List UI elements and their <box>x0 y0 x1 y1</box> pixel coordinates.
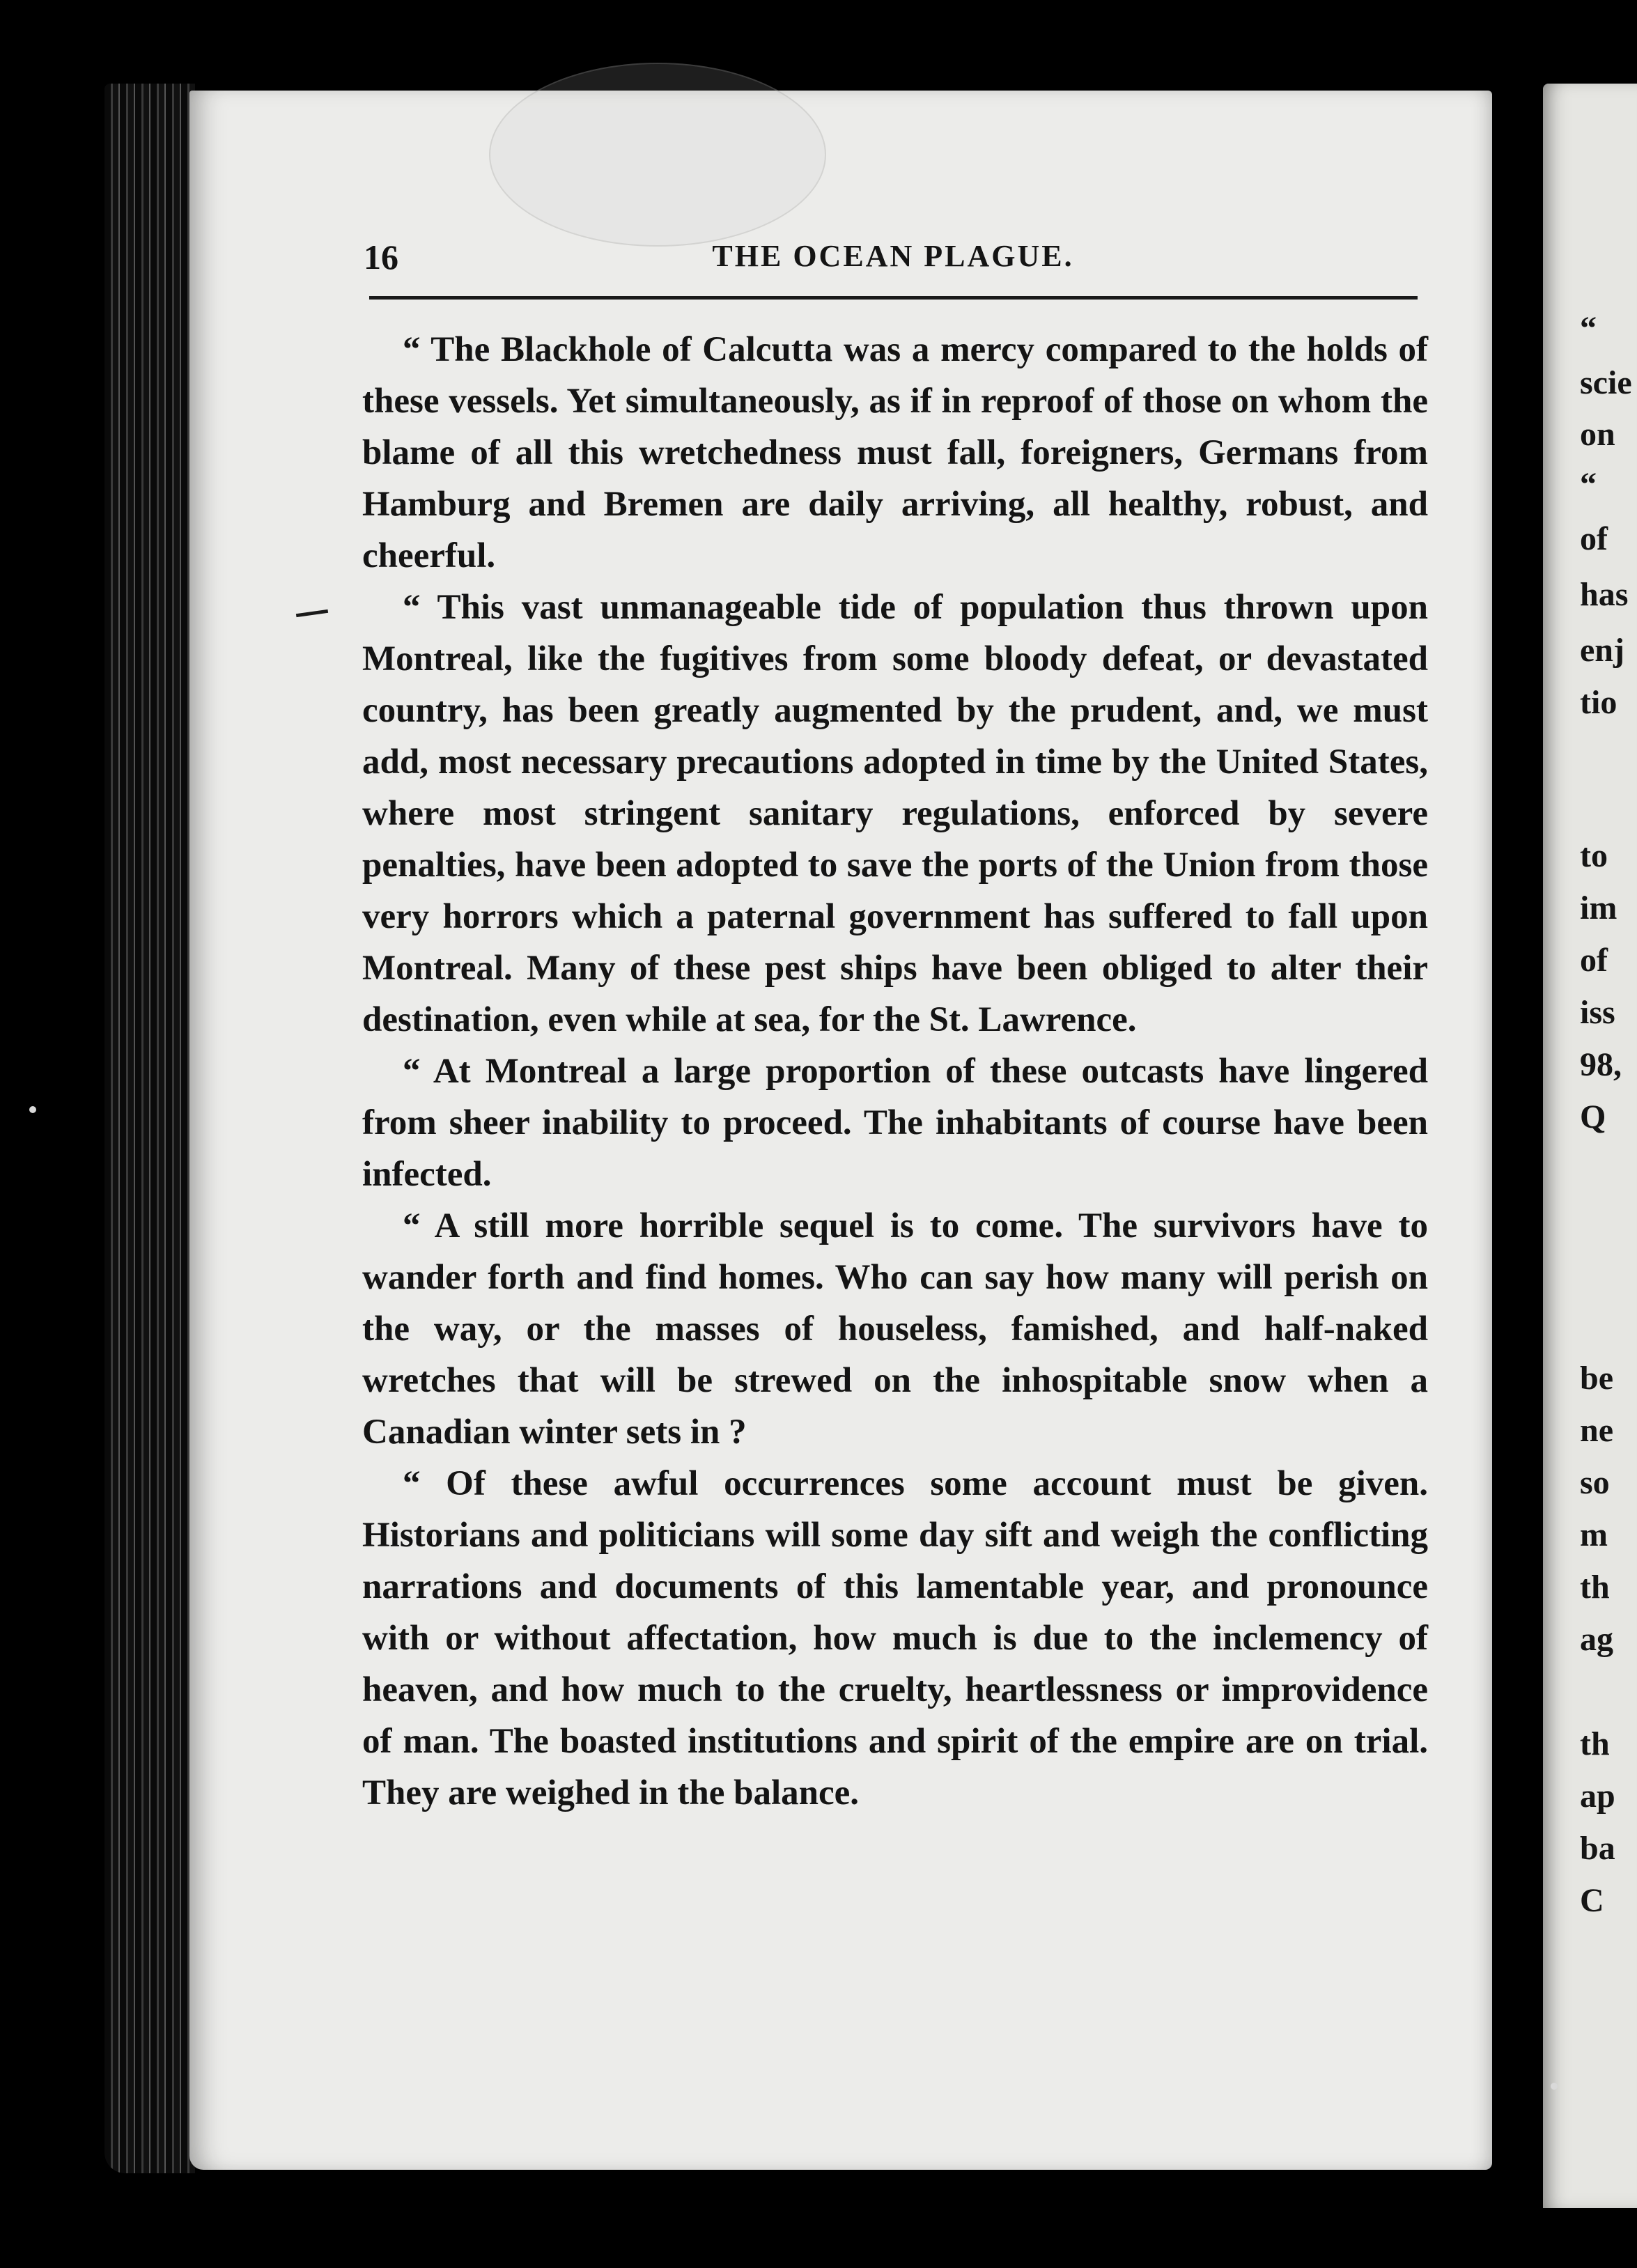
page-number: 16 <box>364 238 398 277</box>
facing-fragment: has <box>1580 576 1629 613</box>
paragraph: “ This vast unmanageable tide of population thus thrown upon Montreal, like the fugitives from some bloody defeat, or devastated country, has been greatly augmented by the prudent, and, we must add, most necessary precautions adopted in time by the United States, where most stringent sanitary regulations, enforced by severe penalties, have been adopted to save the ports of the Union from those very horrors which a paternal government has suffered to fall upon Montreal. Many of these pest ships have been obliged to alter their destination, even while at sea, for the St. Lawrence. <box>362 588 1428 1039</box>
paragraph: “ The Blackhole of Calcutta was a mercy compared to the holds of these vessels. Yet simultaneously, as if in reproof of those on whom the blame of all this wretchedness must fall, foreigners, Germans from Hamburg and Bremen are daily arriving, all healthy, robust, and cheerful. <box>362 330 1428 575</box>
page-stain <box>489 63 826 247</box>
facing-fragment: be <box>1580 1360 1613 1397</box>
facing-fragment: C <box>1580 1882 1604 1919</box>
facing-fragment: ne <box>1580 1412 1613 1449</box>
paragraph: “ Of these awful occurrences some account must be given. Historians and politicians will some day sift and weigh the conflicting narrations and documents of this lamentable year, and pronounce with or without affectation, how much is due to the inclemency of heaven, and how much to the cruelty, heartlessness or improvidence of man. The boasted institutions and spirit of the empire are on trial. They are weighed in the balance. <box>362 1464 1428 1812</box>
facing-fragment: tio <box>1580 684 1617 721</box>
facing-fragment: ag <box>1580 1621 1613 1658</box>
page-edges <box>104 84 195 2173</box>
facing-fragment: th <box>1580 1569 1610 1606</box>
paragraph: “ At Montreal a large proportion of these outcasts have lingered from sheer inability to proceed. The inhabitants of course have been infected. <box>362 1052 1428 1194</box>
page-header <box>364 237 1422 279</box>
facing-fragment: 98, <box>1580 1046 1622 1083</box>
facing-fragment: im <box>1580 890 1617 926</box>
facing-fragment: on <box>1580 416 1615 453</box>
body-text <box>362 324 1428 1819</box>
facing-fragment: to <box>1580 837 1608 874</box>
facing-fragment: ba <box>1580 1830 1615 1867</box>
facing-fragment: ap <box>1580 1778 1615 1815</box>
paragraph: “ A still more horrible sequel is to come. The survivors have to wander forth and find homes. Who can say how many will perish on the way, or the masses of houseless, famished, and half-naked wretches that will be strewed on the inhospitable snow when a Canadian winter sets in ? <box>362 1206 1428 1452</box>
facing-fragment: “ <box>1580 310 1597 347</box>
running-title: THE OCEAN PLAGUE. <box>712 239 1074 273</box>
facing-fragment: scie <box>1580 364 1632 401</box>
facing-fragment: “ <box>1580 466 1597 503</box>
facing-fragment: enj <box>1580 632 1624 669</box>
facing-fragment: so <box>1580 1464 1610 1501</box>
facing-fragment: Q <box>1580 1098 1606 1135</box>
edge-speck <box>1551 2083 1558 2090</box>
facing-fragment: of <box>1580 520 1608 557</box>
facing-fragment: of <box>1580 942 1608 979</box>
facing-fragment: m <box>1580 1516 1608 1553</box>
edge-speck <box>29 1106 36 1113</box>
facing-fragment: iss <box>1580 994 1615 1031</box>
header-rule <box>369 296 1418 300</box>
facing-fragment: th <box>1580 1725 1610 1762</box>
